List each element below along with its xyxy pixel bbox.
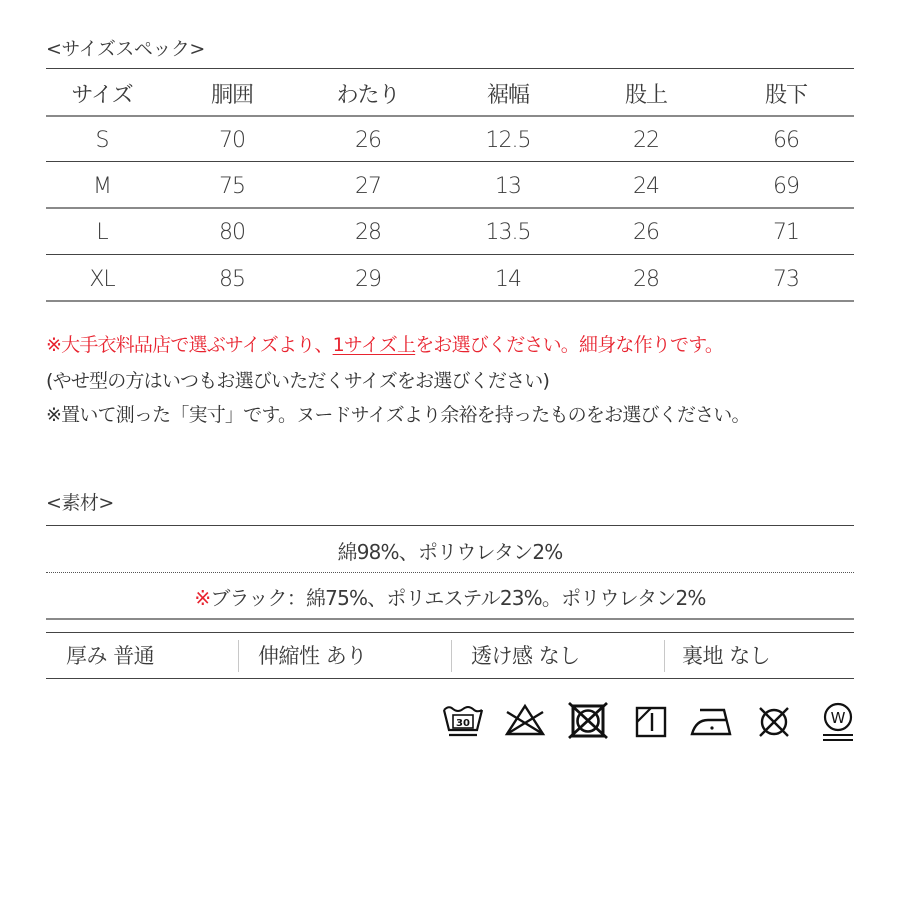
- property-value: 普通: [113, 644, 155, 668]
- property-separator: [238, 640, 239, 672]
- value-cell: 14: [495, 266, 521, 292]
- row-divider: [46, 161, 854, 162]
- header-cell: 胴囲: [210, 82, 254, 108]
- property-separator: [451, 640, 452, 672]
- slim-fit-note: (やせ型の方はいつもお選びいただくサイズをお選びください): [46, 370, 550, 392]
- value-cell: 80: [219, 219, 245, 245]
- property-label: 裏地: [682, 644, 723, 668]
- value-cell: 26: [633, 219, 659, 245]
- property-label: 伸縮性: [258, 644, 320, 668]
- property-value: なし: [538, 644, 580, 668]
- table-row: [46, 117, 854, 163]
- size-advice-note: [46, 330, 723, 357]
- value-cell: 22: [633, 127, 659, 153]
- no-dry-clean-icon: [754, 700, 794, 748]
- value-cell: 69: [773, 173, 799, 199]
- property-separator: [664, 640, 665, 672]
- property-value: あり: [325, 644, 367, 668]
- value-cell: 66: [773, 127, 799, 153]
- properties-top-rule: [46, 632, 854, 633]
- size-cell: XL: [89, 266, 115, 292]
- note-emphasis: 1サイズ上: [332, 334, 416, 356]
- value-cell: 26: [355, 127, 381, 153]
- value-cell: 24: [633, 173, 659, 199]
- table-row: [46, 209, 854, 255]
- header-cell: 裾幅: [486, 82, 530, 108]
- value-cell: 75: [219, 173, 245, 199]
- line-dry-shade-icon: [632, 700, 672, 748]
- value-cell: 28: [633, 266, 659, 292]
- value-cell: 12.5: [485, 127, 531, 153]
- size-cell: L: [96, 219, 108, 245]
- properties-bottom-rule: [46, 678, 854, 679]
- no-bleach-icon: [503, 700, 547, 748]
- table-bottom-rule: [46, 300, 854, 302]
- svg-text:30: 30: [456, 718, 470, 729]
- material-top-rule: [46, 525, 854, 526]
- note-text: ※大手衣料品店で選ぶサイズより、: [46, 334, 333, 356]
- size-cell: S: [95, 127, 109, 153]
- header-cell: 股上: [624, 82, 668, 108]
- row-divider: [46, 254, 854, 255]
- value-cell: 28: [355, 219, 381, 245]
- measurement-note: ※置いて測った「実寸」です。ヌードサイズより余裕を持ったものをお選びください。: [46, 404, 750, 426]
- table-top-rule: [46, 68, 854, 69]
- table-header-row: [46, 70, 854, 116]
- iron-low-icon: [688, 700, 736, 748]
- material-bottom-rule: [46, 618, 854, 620]
- value-cell: 85: [219, 266, 245, 292]
- note-text: をお選びください。細身な作りです。: [415, 334, 724, 356]
- material-black-text: ブラック：綿75%、ポリエステル23%。ポリウレタン2%: [210, 586, 706, 610]
- value-cell: 13: [495, 173, 521, 199]
- table-row: [46, 256, 854, 302]
- table-row: [46, 163, 854, 209]
- header-cell: 股下: [764, 82, 808, 108]
- property-stretch: [258, 634, 367, 678]
- property-label: 透け感: [471, 644, 533, 668]
- no-tumble-dry-icon: [566, 700, 610, 748]
- material-line-2: [46, 582, 854, 611]
- property-sheerness: [471, 634, 580, 678]
- header-cell: サイズ: [71, 82, 133, 108]
- value-cell: 29: [355, 266, 381, 292]
- material-title: <素材>: [46, 492, 114, 514]
- property-thickness: [66, 634, 154, 678]
- value-cell: 70: [219, 127, 245, 153]
- value-cell: 13.5: [485, 219, 531, 245]
- size-spec-title: <サイズスペック>: [46, 38, 205, 60]
- material-line-1: 綿98%、ポリウレタン2%: [337, 540, 563, 564]
- note-mark: ※: [194, 586, 211, 610]
- material-divider: [46, 572, 854, 573]
- property-label: 厚み: [66, 644, 107, 668]
- value-cell: 73: [773, 266, 799, 292]
- property-lining: [682, 634, 770, 678]
- wash-30-icon: [441, 700, 485, 748]
- properties-row: [46, 634, 854, 678]
- header-cell: わたり: [336, 82, 400, 108]
- wet-clean-gentle-icon: [818, 700, 858, 748]
- property-value: なし: [729, 644, 771, 668]
- value-cell: 27: [355, 173, 381, 199]
- size-cell: M: [93, 173, 111, 199]
- value-cell: 71: [773, 219, 799, 245]
- svg-text:W: W: [830, 709, 846, 727]
